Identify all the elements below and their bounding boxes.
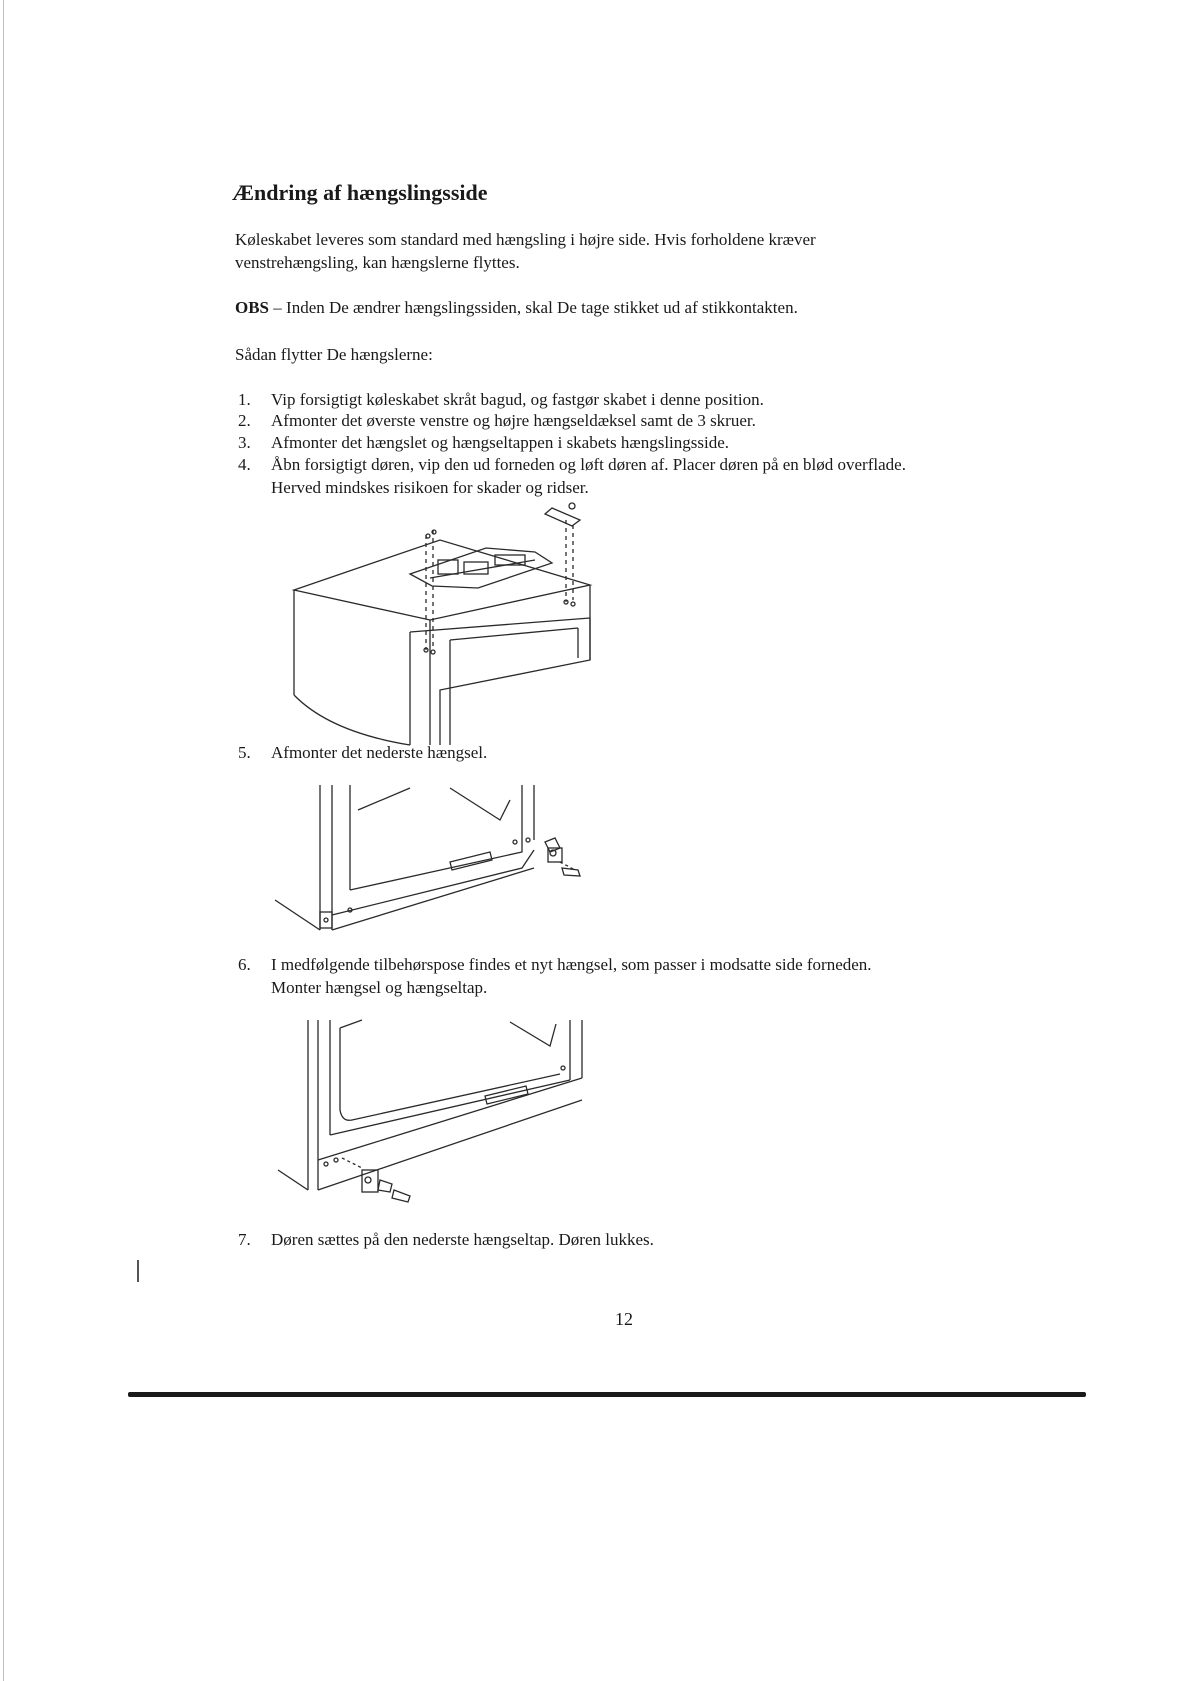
intro-paragraph <box>235 228 816 274</box>
step-text: Vip forsigtigt køleskabet skråt bagud, og fastgør skabet i denne position. <box>271 390 764 409</box>
figure-new-hinge-mounting <box>270 1010 630 1210</box>
obs-note <box>235 296 798 319</box>
step-7 <box>238 1228 654 1251</box>
step-number: 3. <box>238 433 251 452</box>
step-continuation: Herved mindskes risikoen for skader og ridser. <box>271 478 589 497</box>
step-number: 1. <box>238 390 251 409</box>
scan-mark <box>137 1260 139 1282</box>
step-3 <box>238 431 729 454</box>
step-text: Afmonter det øverste venstre og højre hængseldæksel samt de 3 skruer. <box>271 411 756 430</box>
step-5 <box>238 741 487 764</box>
step-1 <box>238 388 764 411</box>
figure-top-hinge-removal <box>290 500 610 750</box>
step-6 <box>238 953 872 999</box>
obs-text: – Inden De ændrer hængslingssiden, skal De tage stikket ud af stikkontakten. <box>269 298 798 317</box>
step-number: 2. <box>238 411 251 430</box>
intro-line-2: venstrehængsling, kan hængslerne flyttes. <box>235 253 520 272</box>
page-title: Ændring af hængslingsside <box>232 180 488 205</box>
step-text: Afmonter det hængslet og hængseltappen i skabets hængslingsside. <box>271 433 730 452</box>
figure-lower-hinge-removal <box>270 780 620 940</box>
bottom-rule <box>128 1392 1086 1397</box>
step-number: 5. <box>238 743 251 762</box>
step-number: 6. <box>238 955 251 974</box>
step-text: Åbn forsigtigt døren, vip den ud forneden og løft døren af. Placer døren på en blød overflade. <box>271 455 906 474</box>
scan-margin-line <box>3 0 4 1681</box>
step-text: Afmonter det nederste hængsel. <box>271 743 488 762</box>
how-to-heading: Sådan flytter De hængslerne: <box>235 345 433 364</box>
step-continuation: Monter hængsel og hængseltap. <box>271 978 488 997</box>
step-4 <box>238 453 906 499</box>
step-number: 4. <box>238 455 251 474</box>
step-text: I medfølgende tilbehørspose findes et nyt hængsel, som passer i modsatte side forneden. <box>271 955 872 974</box>
step-text: Døren sættes på den nederste hængseltap. Døren lukkes. <box>271 1230 654 1249</box>
step-2 <box>238 409 756 432</box>
step-number: 7. <box>238 1230 251 1249</box>
intro-line-1: Køleskabet leveres som standard med hængsling i højre side. Hvis forholdene kræver <box>235 230 816 249</box>
obs-label: OBS <box>235 298 270 317</box>
page-number: 12 <box>615 1309 633 1329</box>
